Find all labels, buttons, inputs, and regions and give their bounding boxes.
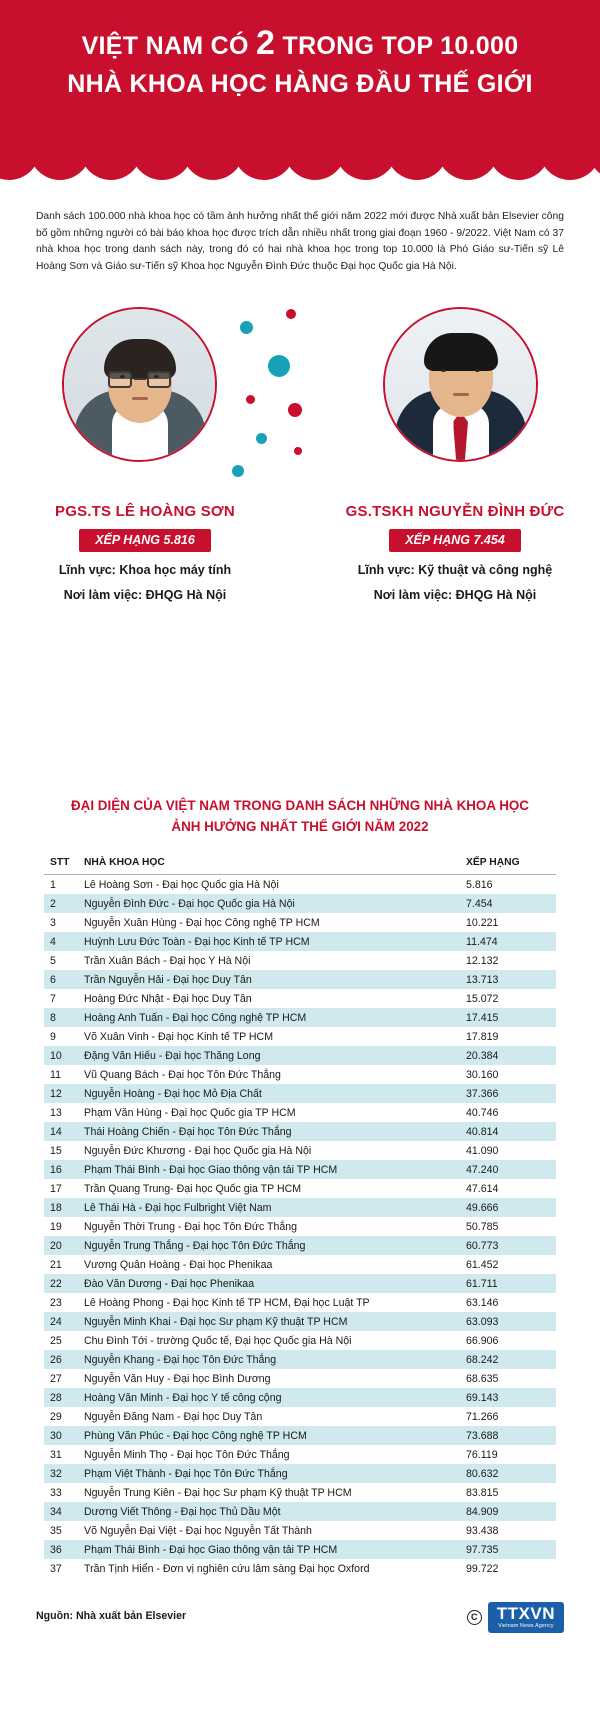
cell-scientist: Huỳnh Lưu Đức Toàn - Đại học Kinh tế TP HCM	[84, 935, 310, 948]
table-row	[44, 1502, 556, 1521]
cell-rank: 13.713	[466, 973, 499, 986]
cell-rank: 17.415	[466, 1011, 499, 1024]
column-header-stt: STT	[44, 853, 78, 875]
person-field-line	[20, 563, 270, 577]
table-row	[44, 894, 556, 913]
person-workplace-line	[330, 588, 580, 602]
title-highlight-number: 2	[256, 24, 276, 62]
cell-scientist: Nguyễn Minh Thọ - Đại học Tôn Đức Thắng	[84, 1448, 290, 1461]
cell-stt: 17	[50, 1182, 62, 1195]
table-row	[44, 1217, 556, 1236]
cell-scientist: Đặng Văn Hiếu - Đại học Thăng Long	[84, 1049, 261, 1062]
cell-stt: 10	[50, 1049, 62, 1062]
table-row	[44, 913, 556, 932]
cell-rank: 99.722	[466, 1562, 499, 1575]
portraits-section	[0, 299, 600, 499]
table-row	[44, 1521, 556, 1540]
cell-stt: 6	[50, 973, 56, 986]
cell-stt: 23	[50, 1296, 62, 1309]
cell-scientist: Nguyễn Trung Thắng - Đại học Tôn Đức Thắng	[84, 1239, 306, 1252]
cell-scientist: Nguyễn Thời Trung - Đại học Tôn Đức Thắng	[84, 1220, 298, 1233]
table-row	[44, 875, 556, 895]
table-row	[44, 1331, 556, 1350]
cell-scientist: Dương Viết Thông - Đại học Thủ Dầu Một	[84, 1505, 281, 1518]
cell-rank: 50.785	[466, 1220, 499, 1233]
workplace-label: Nơi làm việc:	[63, 588, 143, 602]
cell-rank: 69.143	[466, 1391, 499, 1404]
cell-stt: 18	[50, 1201, 62, 1214]
source-note: Nguồn: Nhà xuất bản Elsevier	[36, 1610, 187, 1622]
cell-scientist: Phạm Thái Bình - Đại học Giao thông vận tải TP HCM	[84, 1163, 338, 1176]
table-row	[44, 1274, 556, 1293]
table-row	[44, 1122, 556, 1141]
cell-rank: 40.746	[466, 1106, 499, 1119]
cell-rank: 47.614	[466, 1182, 499, 1195]
cell-scientist: Trần Quang Trung- Đại học Quốc gia TP HCM	[84, 1182, 302, 1195]
cell-scientist: Nguyễn Văn Huy - Đại học Bình Dương	[84, 1372, 271, 1385]
cell-rank: 66.906	[466, 1334, 499, 1347]
table-row	[44, 1008, 556, 1027]
workplace-value: ĐHQG Hà Nội	[145, 588, 227, 602]
cell-rank: 63.146	[466, 1296, 499, 1309]
cell-stt: 16	[50, 1163, 62, 1176]
table-row	[44, 1559, 556, 1578]
column-header-rank: XẾP HẠNG	[460, 853, 556, 875]
table-row	[44, 1407, 556, 1426]
copyright-icon: C	[467, 1610, 482, 1625]
cell-rank: 37.366	[466, 1087, 499, 1100]
table-row	[44, 932, 556, 951]
cell-rank: 49.666	[466, 1201, 499, 1214]
cell-rank: 80.632	[466, 1467, 499, 1480]
cell-rank: 73.688	[466, 1429, 499, 1442]
cell-scientist: Phạm Thái Bình - Đại học Giao thông vận tải TP HCM	[84, 1543, 338, 1556]
table-header-row	[44, 853, 556, 875]
cell-rank: 97.735	[466, 1543, 499, 1556]
cell-scientist: Phùng Văn Phúc - Đại học Công nghệ TP HCM	[84, 1429, 307, 1442]
cell-stt: 30	[50, 1429, 62, 1442]
agency-logo	[467, 1602, 564, 1633]
cell-stt: 15	[50, 1144, 62, 1157]
title-line1-post: TRONG TOP 10.000	[282, 32, 519, 60]
table-row	[44, 1540, 556, 1559]
cell-stt: 29	[50, 1410, 62, 1423]
cell-stt: 14	[50, 1125, 62, 1138]
cell-scientist: Đào Văn Dương - Đại học Phenikaa	[84, 1277, 255, 1290]
cell-stt: 25	[50, 1334, 62, 1347]
header-banner	[0, 0, 600, 175]
cell-stt: 5	[50, 954, 56, 967]
cell-rank: 61.711	[466, 1277, 498, 1290]
cell-rank: 40.814	[466, 1125, 499, 1138]
cell-rank: 63.093	[466, 1315, 499, 1328]
table-row	[44, 1445, 556, 1464]
cell-rank: 84.909	[466, 1505, 499, 1518]
cell-stt: 35	[50, 1524, 62, 1537]
cell-scientist: Nguyễn Khang - Đại học Tôn Đức Thắng	[84, 1353, 277, 1366]
table-row	[44, 1198, 556, 1217]
cell-scientist: Chu Đình Tới - trường Quốc tế, Đại học Quốc gia Hà Nội	[84, 1334, 352, 1347]
table-title-line2: ẢNH HƯỞNG NHẤT THẾ GIỚI NĂM 2022	[171, 819, 429, 834]
cell-rank: 10.221	[466, 916, 499, 929]
cell-stt: 22	[50, 1277, 62, 1290]
cell-stt: 24	[50, 1315, 62, 1328]
cell-rank: 47.240	[466, 1163, 499, 1176]
intro-paragraph: Danh sách 100.000 nhà khoa học có tầm ảnh hưởng nhất thế giới năm 2022 mới được Nhà xuất bản Elsevier công bố gồm những người có bài báo khoa học được trích dẫn nhiều nhất trong giai đoạn 1960 - 9/2022. Việt Nam có 37 nhà khoa học trong danh sách này, trong đó có hai nhà khoa học trong top 10.000 là Phó Giáo sư-Tiến sỹ Lê Hoàng Sơn và Giáo sư-Tiến sỹ Khoa học Nguyễn Đình Đức thuộc Đại học Quốc gia Hà Nội.	[36, 211, 564, 272]
cell-scientist: Nguyễn Hoàng - Đại học Mỏ Địa Chất	[84, 1087, 262, 1100]
field-label: Lĩnh vực:	[357, 563, 415, 577]
cell-scientist: Thái Hoàng Chiến - Đại học Tôn Đức Thắng	[84, 1125, 292, 1138]
ttxvn-logo-box	[488, 1602, 564, 1633]
cell-stt: 11	[50, 1068, 61, 1081]
table-row	[44, 1255, 556, 1274]
logo-text: TTXVN	[496, 1604, 555, 1623]
table-row	[44, 1426, 556, 1445]
person-field-line	[330, 563, 580, 577]
cell-scientist: Nguyễn Đình Đức - Đại học Quốc gia Hà Nội	[84, 897, 295, 910]
cell-stt: 3	[50, 916, 56, 929]
rank-badge: XẾP HẠNG 7.454	[389, 529, 521, 552]
table-row	[44, 970, 556, 989]
footer	[0, 1596, 600, 1654]
table-body	[44, 875, 556, 1579]
table-header	[44, 853, 556, 875]
cell-rank: 17.819	[466, 1030, 499, 1043]
cell-stt: 8	[50, 1011, 56, 1024]
portrait-le-hoang-son	[62, 307, 217, 462]
cell-stt: 34	[50, 1505, 62, 1518]
table-row	[44, 1236, 556, 1255]
person-workplace-line	[20, 588, 270, 602]
title-line2: NHÀ KHOA HỌC HÀNG ĐẦU THẾ GIỚI	[67, 70, 533, 98]
cell-rank: 11.474	[466, 935, 498, 948]
cell-rank: 68.242	[466, 1353, 499, 1366]
table-row	[44, 1103, 556, 1122]
cell-scientist: Vương Quân Hoàng - Đại học Phenikaa	[84, 1258, 273, 1271]
header-scallop-edge	[0, 118, 600, 178]
cell-stt: 27	[50, 1372, 62, 1385]
cell-stt: 19	[50, 1220, 62, 1233]
table-row	[44, 989, 556, 1008]
cell-stt: 33	[50, 1486, 62, 1499]
cell-scientist: Hoàng Đức Nhật - Đại học Duy Tân	[84, 992, 252, 1005]
title-line1-pre: VIỆT NAM CÓ	[81, 32, 249, 60]
cell-stt: 26	[50, 1353, 62, 1366]
cell-stt: 37	[50, 1562, 62, 1575]
table-row	[44, 1483, 556, 1502]
cell-scientist: Trần Nguyễn Hải - Đại học Duy Tân	[84, 973, 252, 986]
table-row	[44, 1141, 556, 1160]
person-card-2	[330, 503, 580, 602]
table-row	[44, 1065, 556, 1084]
workplace-label: Nơi làm việc:	[373, 588, 453, 602]
page-title	[0, 26, 600, 103]
cell-stt: 1	[50, 878, 56, 891]
cell-rank: 30.160	[466, 1068, 499, 1081]
table-row	[44, 1046, 556, 1065]
cell-rank: 5.816	[466, 878, 493, 891]
table-row	[44, 1464, 556, 1483]
table-row	[44, 1369, 556, 1388]
cell-scientist: Nguyễn Đức Khương - Đại học Quốc gia Hà Nội	[84, 1144, 312, 1157]
cell-stt: 32	[50, 1467, 62, 1480]
field-value: Kỹ thuật và công nghệ	[418, 563, 553, 577]
cell-rank: 60.773	[466, 1239, 499, 1252]
cell-scientist: Vũ Quang Bách - Đại học Tôn Đức Thắng	[84, 1068, 281, 1081]
cell-scientist: Trần Tịnh Hiển - Đơn vị nghiên cứu lâm sàng Đại học Oxford	[84, 1562, 370, 1575]
cell-rank: 15.072	[466, 992, 499, 1005]
cell-stt: 13	[50, 1106, 62, 1119]
cell-stt: 21	[50, 1258, 62, 1271]
cell-rank: 12.132	[466, 954, 499, 967]
table-title-line1: ĐẠI DIỆN CỦA VIỆT NAM TRONG DANH SÁCH NHỮNG NHÀ KHOA HỌC	[71, 798, 529, 813]
table-title	[0, 795, 600, 837]
cell-rank: 41.090	[466, 1144, 499, 1157]
table-row	[44, 1160, 556, 1179]
cell-scientist: Hoàng Anh Tuấn - Đại học Công nghệ TP HCM	[84, 1011, 307, 1024]
cell-scientist: Lê Hoàng Sơn - Đại học Quốc gia Hà Nội	[84, 878, 279, 891]
table-row	[44, 1084, 556, 1103]
cell-scientist: Nguyễn Xuân Hùng - Đại học Công nghệ TP HCM	[84, 916, 320, 929]
cell-stt: 31	[50, 1448, 62, 1461]
cell-scientist: Nguyễn Đăng Nam - Đại học Duy Tân	[84, 1410, 263, 1423]
person-card-1	[20, 503, 270, 602]
portrait-nguyen-dinh-duc	[383, 307, 538, 462]
cell-scientist: Lê Thái Hà - Đại học Fulbright Việt Nam	[84, 1201, 272, 1214]
rank-badge: XẾP HẠNG 5.816	[79, 529, 211, 552]
table-row	[44, 1027, 556, 1046]
cell-rank: 71.266	[466, 1410, 499, 1423]
logo-subtext: Vietnam News Agency	[498, 1623, 554, 1629]
cell-rank: 7.454	[466, 897, 493, 910]
table-row	[44, 1312, 556, 1331]
workplace-value: ĐHQG Hà Nội	[455, 588, 537, 602]
cell-stt: 36	[50, 1543, 62, 1556]
person-name: GS.TSKH NGUYỄN ĐÌNH ĐỨC	[345, 503, 565, 520]
cell-stt: 4	[50, 935, 56, 948]
table-row	[44, 1350, 556, 1369]
table-row	[44, 1293, 556, 1312]
column-header-scientist: NHÀ KHOA HỌC	[78, 853, 460, 875]
table-row	[44, 1388, 556, 1407]
cell-scientist: Nguyễn Minh Khai - Đại học Sư phạm Kỹ thuật TP HCM	[84, 1315, 348, 1328]
cell-scientist: Võ Nguyễn Đại Việt - Đại học Nguyễn Tất Thành	[84, 1524, 312, 1537]
cell-scientist: Phạm Việt Thành - Đại học Tôn Đức Thắng	[84, 1467, 288, 1480]
cell-scientist: Lê Hoàng Phong - Đại học Kinh tế TP HCM, Đại học Luật TP	[84, 1296, 370, 1309]
cell-stt: 12	[50, 1087, 62, 1100]
field-value: Khoa học máy tính	[119, 563, 232, 577]
cell-scientist: Nguyễn Trung Kiên - Đại học Sư phạm Kỹ thuật TP HCM	[84, 1486, 352, 1499]
cell-scientist: Võ Xuân Vinh - Đại học Kinh tế TP HCM	[84, 1030, 274, 1043]
scientists-table	[44, 853, 556, 1578]
cell-rank: 61.452	[466, 1258, 499, 1271]
cell-scientist: Trần Xuân Bách - Đại học Y Hà Nội	[84, 954, 251, 967]
cell-stt: 7	[50, 992, 56, 1005]
person-name: PGS.TS LÊ HOÀNG SƠN	[55, 503, 235, 520]
cell-stt: 28	[50, 1391, 62, 1404]
cell-rank: 76.119	[466, 1448, 498, 1461]
cell-rank: 20.384	[466, 1049, 499, 1062]
table-row	[44, 951, 556, 970]
cell-stt: 9	[50, 1030, 56, 1043]
cell-stt: 2	[50, 897, 56, 910]
cell-stt: 20	[50, 1239, 62, 1252]
table-row	[44, 1179, 556, 1198]
cell-scientist: Hoàng Văn Minh - Đại học Y tế công cộng	[84, 1391, 282, 1404]
cell-scientist: Phạm Văn Hùng - Đại học Quốc gia TP HCM	[84, 1106, 296, 1119]
cell-rank: 93.438	[466, 1524, 499, 1537]
cell-rank: 68.635	[466, 1372, 499, 1385]
field-label: Lĩnh vực:	[58, 563, 116, 577]
cell-rank: 83.815	[466, 1486, 499, 1499]
